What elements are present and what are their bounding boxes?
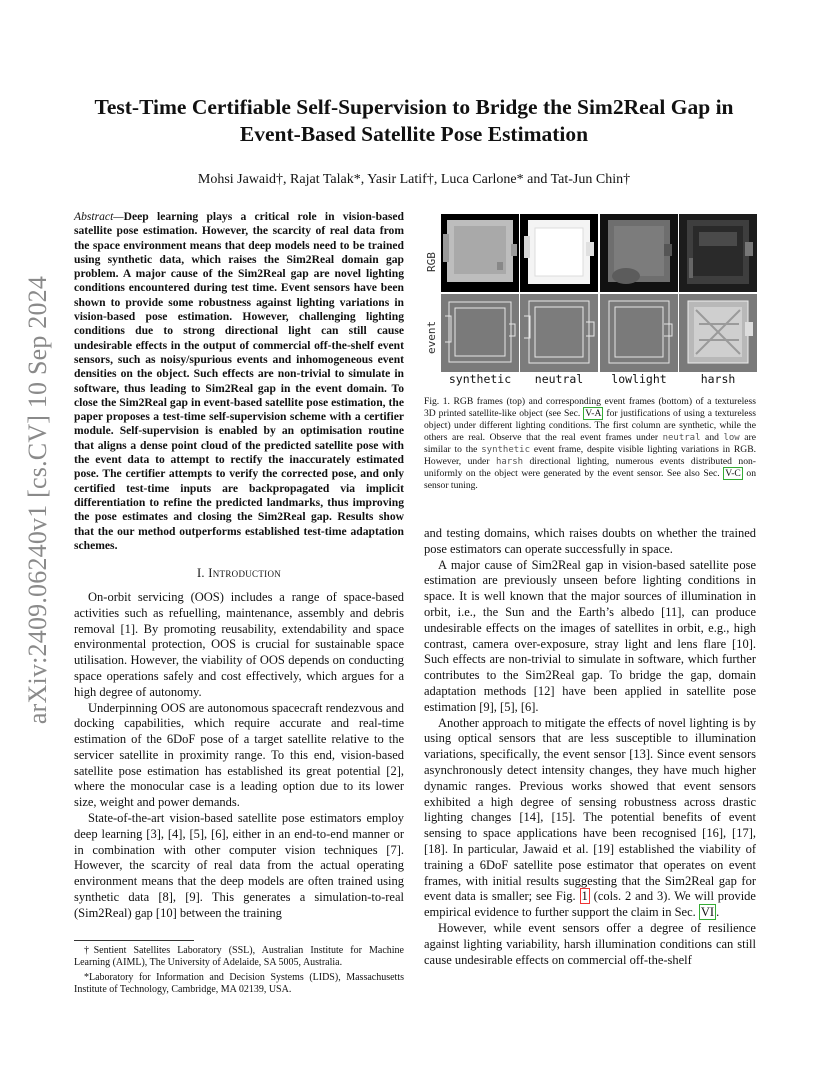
caption-code-synthetic: synthetic: [481, 445, 531, 455]
intro-paragraph-1: On-orbit servicing (OOS) includes a range of space-based activities such as refuelling, maintenance, assembly and debris removal [1]. By promoting reusability, extendability and space environmental protection, OOS is crucial for sustainable space utilisation. However, the viability of OOS depends on conducting space operations safely and cost effectively, which argues for a high degree of autonomy.: [74, 589, 404, 699]
right-column: [424, 526, 756, 968]
figure-image-grid: [424, 212, 756, 384]
row-label-rgb: RGB: [425, 252, 438, 272]
section-title: Introduction: [208, 566, 282, 581]
section-link-v-a[interactable]: V-A: [585, 408, 602, 419]
left-column: [74, 210, 404, 922]
abstract: [74, 210, 404, 553]
footnotes: [74, 940, 404, 999]
event-lowlight-image: [600, 294, 678, 372]
event-neutral-image: [520, 294, 598, 372]
event-harsh-image: [679, 294, 757, 372]
arxiv-id-text: arXiv:2409.06240v1 [cs.CV] 10 Sep 2024: [23, 275, 52, 725]
paragraph-text: (cols. 2 and 3). We will provide empirical evidence to further support the claim in Sec.: [424, 889, 756, 920]
caption-text: for justifications of using a textureless object) under different lighting conditions. The first column are synthetic, while the others are real. Observe that the real event frames under: [424, 408, 756, 443]
caption-text: event frame, despite visible lighting variations in RGB. However, under: [424, 444, 756, 467]
rgb-synthetic-image: [441, 214, 519, 292]
abstract-lead: Abstract—: [74, 210, 124, 223]
caption-text: Fig. 1. RGB frames (top) and corresponding event frames (bottom) of a textureless 3D printed satellite-like object (see Sec.: [424, 396, 756, 419]
intro-paragraph-6: However, while event sensors offer a degree of resilience against lighting variability, harsh illumination conditions can still cause undesirable effects on commercial off-the-shelf: [424, 920, 756, 967]
intro-paragraph-continued: and testing domains, which raises doubts on whether the trained pose estimators can operate successfully in space.: [424, 526, 756, 556]
intro-paragraph-2: Underpinning OOS are autonomous spacecraft rendezvous and docking capabilities, which require accurate and real-time estimation of the 6DoF pose of a target satellite relative to the servicer satellite in proximity range. To this end, vision-based satellite pose estimation has established its great potential [2], where the monocular case is a leading option due to its lower size, weight and power demands.: [74, 700, 404, 810]
event-synthetic-image: [441, 294, 519, 372]
col-label-neutral: neutral: [534, 372, 584, 386]
section-link-vi[interactable]: VI: [700, 905, 715, 920]
section-link-v-c[interactable]: V-C: [725, 468, 741, 479]
intro-paragraph-3: State-of-the-art vision-based satellite pose estimators employ deep learning [3], [4], [5], [6], either in an end-to-end manner or in combination with other computer vision techniques [7]. However, the scarcity of real data from the actual operating environment means that the deep models are often trained using synthetic data [8], [9]. This generates a simulation-to-real (Sim2Real) gap [10] between the training: [74, 811, 404, 920]
caption-text: and: [700, 432, 724, 443]
arxiv-identifier: [18, 275, 58, 725]
figure-1: [424, 212, 756, 492]
caption-code-harsh: harsh: [495, 457, 524, 467]
paragraph-text: .: [716, 905, 720, 920]
caption-code-low: low: [723, 433, 740, 443]
section-heading: [74, 566, 404, 582]
figure-link-1[interactable]: 1: [581, 889, 588, 904]
rgb-harsh-image: [679, 214, 757, 292]
author-list: Mohsi Jawaid†, Rajat Talak*, Yasir Latif†, Luca Carlone* and Tat-Jun Chin†: [197, 172, 631, 187]
rgb-lowlight-image: [600, 214, 678, 292]
footnote-lids: *Laboratory for Information and Decision Systems (LIDS), Massachusetts Institute of Technology, Cambridge, MA 02139, USA.: [74, 971, 404, 996]
col-label-synthetic: synthetic: [448, 372, 512, 386]
footnote-rule: [74, 940, 194, 941]
intro-paragraph-4: A major cause of Sim2Real gap in vision-based satellite pose estimation are previously unseen before lighting conditions in space. It is well known that the major sources of illumination in orbit, i.e., the Sun and the Earth’s albedo [11], can produce undesirable effects on the images of satellites in orbit, e.g., high contrast, camera over-exposure, stray light and lens flare [10]. Such effects are non-trivial to simulate in software, which further contributes to the Sim2Real gap. To bridge the gap, domain adaptation methods [12] have been applied in satellite pose estimation [9], [5], [6].: [424, 557, 756, 714]
paper-title: Test-Time Certifiable Self-Supervision to Bridge the Sim2Real Gap in Event-Based Satellite Pose Estimation: [94, 95, 734, 146]
row-label-event: event: [425, 320, 438, 354]
rgb-neutral-image: [520, 214, 598, 292]
abstract-text: Deep learning plays a critical role in vision-based satellite pose estimation. However, the scarcity of real data from the space environment means that deep models need to be trained using synthetic data, which raises the Sim2Real domain gap problem. A major cause of the Sim2Real gap are novel lighting conditions encountered during test time. Event sensors have been shown to provide some robustness against lighting variations in vision-based pose estimation. However, challenging lighting conditions due to strong directional light can still cause undesirable effects in the output of commercial off-the-shelf event sensors, such as noisy/spurious events and inhomogeneous event densities on the object. Such effects are non-trivial to simulate in software, thus leading to Sim2Real gap in the event domain. To close the Sim2Real gap in event-based satellite pose estimation, the paper proposes a test-time self-supervision scheme with a certifier module. Self-supervision is enabled by an optimisation routine that aligns a dense point cloud of the predicted satellite pose with the event data to attempt to rectify the inaccurately estimated pose. The certifier attempts to verify the corrected pose, and only certified test-time inputs are backpropagated via implicit differentiation to refine the predicted landmarks, thus improving the pose estimates and closing the Sim2Real gap. Results show that the our method outperforms established test-time adaptation schemes.: [74, 210, 404, 552]
col-label-lowlight: lowlight: [611, 372, 667, 386]
intro-paragraph-5: [424, 716, 756, 921]
caption-code-neutral: neutral: [662, 433, 701, 443]
figure-caption: [424, 396, 756, 492]
section-number: I.: [196, 566, 209, 581]
col-label-harsh: harsh: [700, 372, 736, 386]
caption-text: directional lighting, numerous events distributed non-uniformly on the object were generated by the event sensor. See also Sec.: [424, 456, 756, 479]
footnote-ssl: †Sentient Satellites Laboratory (SSL), Australian Institute for Machine Learning (AIML), The University of Adelaide, SA 5005, Australia.: [74, 945, 404, 969]
caption-text: on sensor tuning.: [424, 468, 756, 491]
paragraph-text: Another approach to mitigate the effects of novel lighting is by using optical sensors that are less susceptible to illumination variations, specifically, the event sensor [13]. Since event sensors asynchronously detect intensity changes, they have much higher dynamic ranges. Previous works showed that event sensors exhibited a high degree of sensing robustness across drastic lighting changes [14], [15]. The potential benefits of event sensing to space applications have been recognised [16], [17], [18]. In particular, Jawaid et al. [19] established the viability of training a 6DoF satellite pose estimator that operates on event frames, with initial results suggesting that the Sim2Real gap for event data is smaller; see Fig.: [424, 715, 756, 904]
caption-text: are similar to the: [424, 432, 756, 455]
